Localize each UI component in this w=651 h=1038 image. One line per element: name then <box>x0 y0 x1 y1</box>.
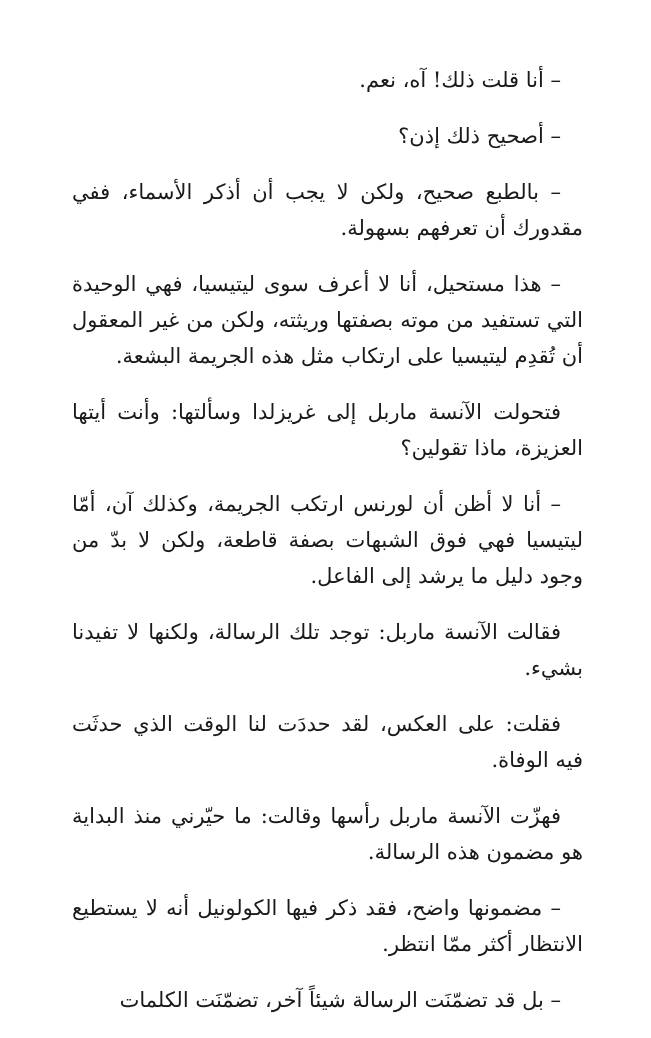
paragraph-6: – أنا لا أظن أن لورنس ارتكب الجريمة، وكذلك آن، أمّا ليتيسيا فهي فوق الشبهات بصفة قاطعة، ولكن لا بدّ من وجود دليل ما يرشد إلى الفاعل. <box>72 492 583 588</box>
book-page <box>72 62 583 1038</box>
paragraph-5: فتحولت الآنسة ماربل إلى غريزلدا وسألتها: وأنت أيتها العزيزة، ماذا تقولين؟ <box>72 400 583 460</box>
paragraph-9: فهزّت الآنسة ماربل رأسها وقالت: ما حيّرني منذ البداية هو مضمون هذه الرسالة. <box>72 804 583 864</box>
paragraph-11: – بل قد تضمّنَت الرسالة شيئاً آخر، تضمّنَت الكلمات <box>119 988 561 1012</box>
paragraph-2: – أصحيح ذلك إذن؟ <box>398 124 561 148</box>
paragraph-1: – أنا قلت ذلك! آه، نعم. <box>359 68 561 92</box>
paragraph-3: – بالطبع صحيح، ولكن لا يجب أن أذكر الأسماء، ففي مقدورك أن تعرفهم بسهولة. <box>72 180 583 240</box>
paragraph-10: – مضمونها واضح، فقد ذكر فيها الكولونيل أنه لا يستطيع الانتظار أكثر ممّا انتظر. <box>72 896 583 956</box>
paragraph-4: – هذا مستحيل، أنا لا أعرف سوى ليتيسيا، فهي الوحيدة التي تستفيد من موته بصفتها وريثته، ولكن من غير المعقول أن تُقدِم ليتيسيا على ارتكاب مثل هذه الجريمة البشعة. <box>72 272 583 368</box>
paragraph-8: فقلت: على العكس، لقد حددَت لنا الوقت الذي حدثَت فيه الوفاة. <box>72 712 583 772</box>
paragraph-7: فقالت الآنسة ماربل: توجد تلك الرسالة، ولكنها لا تفيدنا بشيء. <box>72 620 583 680</box>
